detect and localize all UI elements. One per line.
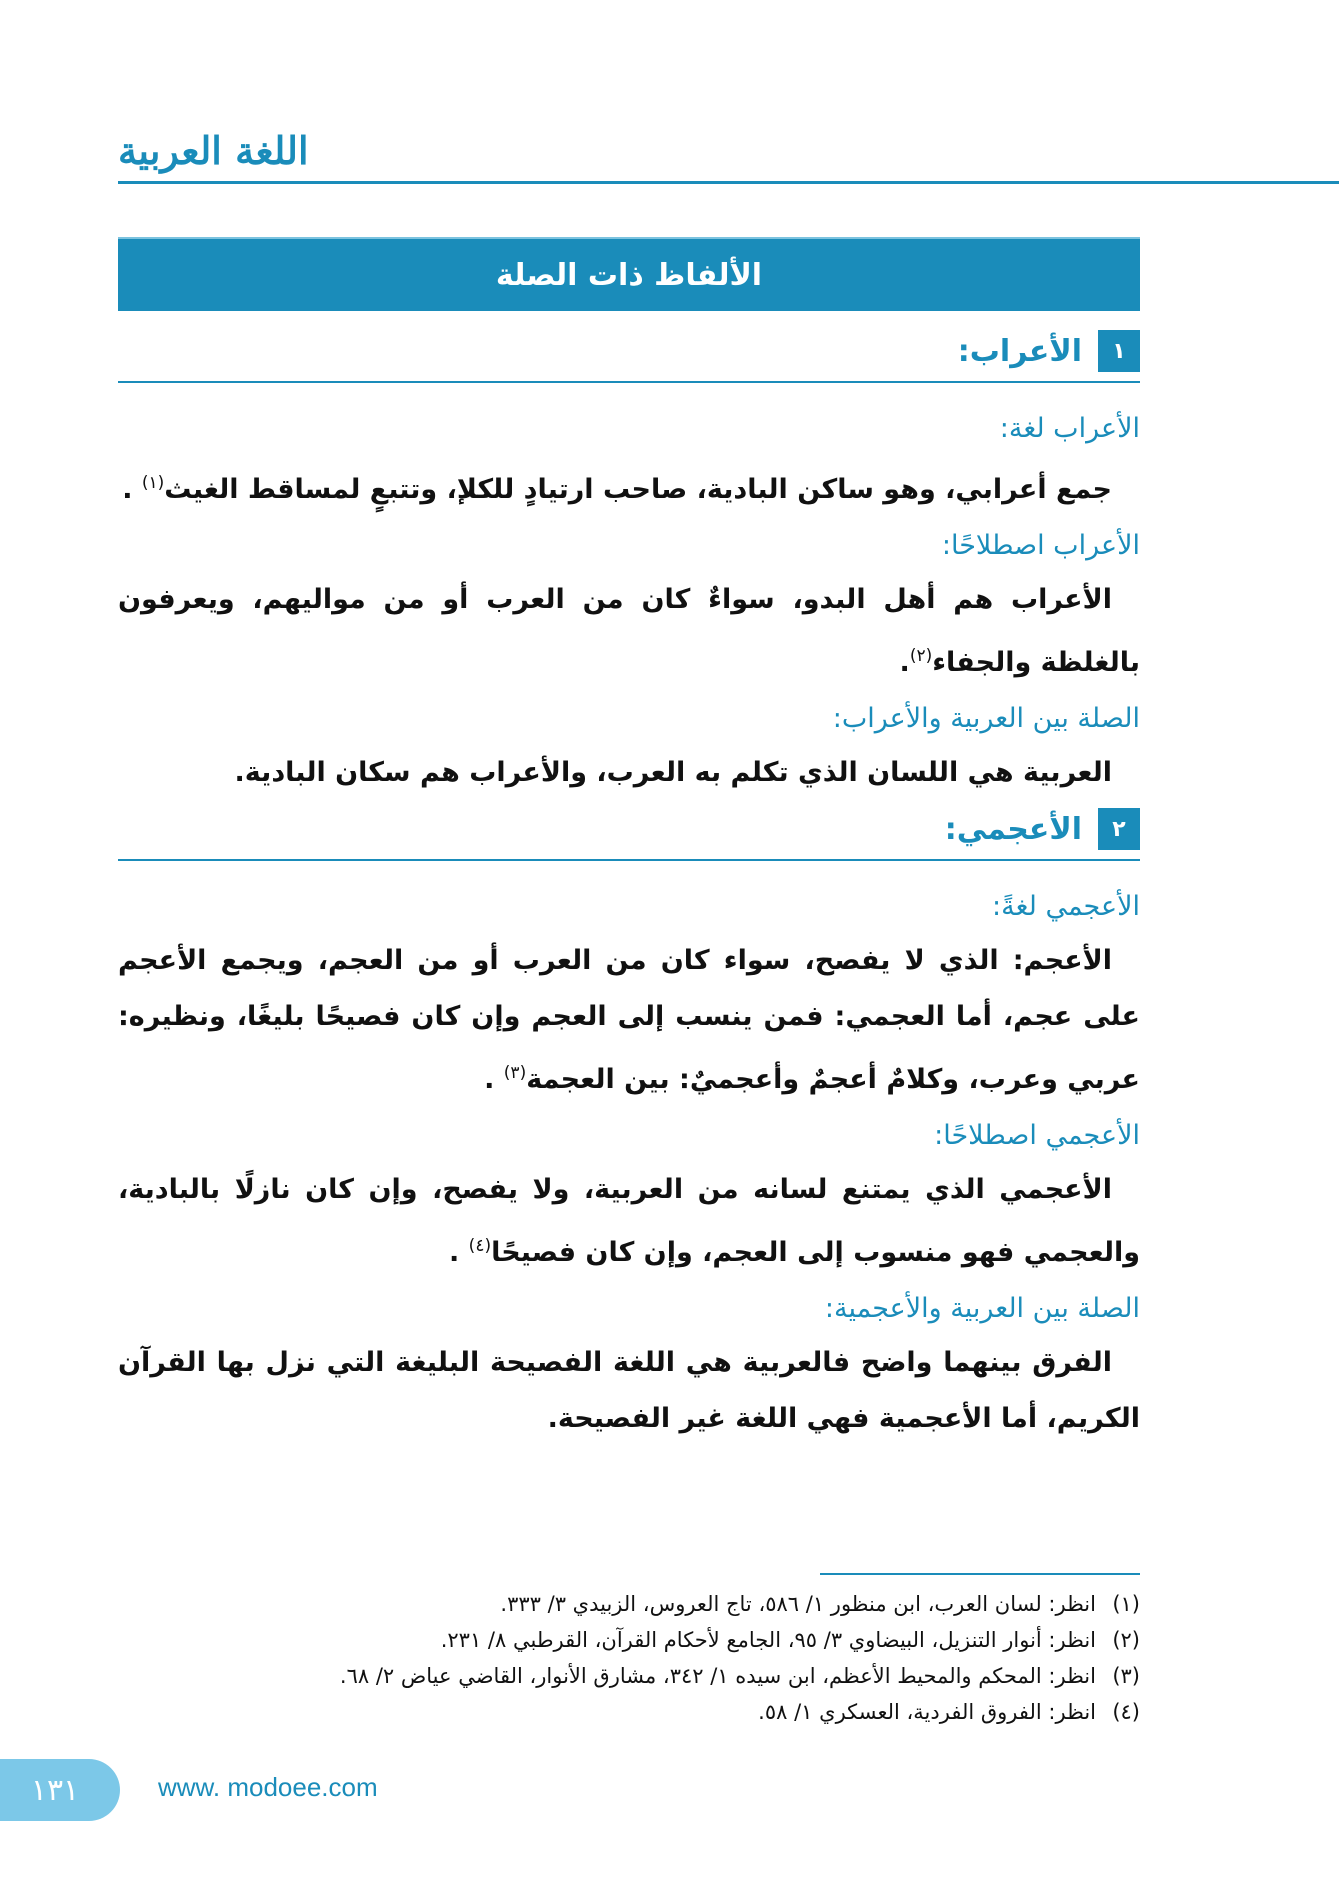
footnote-number: (٤) [1112, 1700, 1140, 1724]
section-divider-1 [118, 381, 1140, 383]
footnote [118, 1658, 1140, 1694]
subheading: الأعراب لغة: [999, 413, 1140, 444]
paragraph-end: . [899, 647, 910, 678]
paragraph-end: . [484, 1064, 495, 1095]
section-heading-2 [118, 807, 1140, 851]
footnote [118, 1622, 1140, 1658]
footnote-text: انظر: المحكم والمحيط الأعظم، ابن سيده ١/ ٣٤٢، مشارق الأنوار، القاضي عياض ٢/ ٦٨. [339, 1664, 1096, 1688]
footnote-text: انظر: الفروق الفردية، العسكري ١/ ٥٨. [758, 1700, 1096, 1724]
section-title-1: الأعراب: [957, 333, 1082, 369]
footnote-ref[interactable]: (١) [141, 473, 165, 493]
header-title: اللغة العربية [118, 128, 309, 173]
section-heading-1 [118, 329, 1140, 373]
paragraph [118, 455, 1140, 518]
subheading: الأعجمي اصطلاحًا: [934, 1120, 1140, 1151]
subheading: الأعراب اصطلاحًا: [941, 530, 1140, 561]
paragraph-text: العربية هي اللسان الذي تكلم به العرب، والأعراب هم سكان البادية. [234, 757, 1112, 788]
paragraph-text: الفرق بينهما واضح فالعربية هي اللغة الفصيحة البليغة التي نزل بها القرآن الكريم، أما الأعجمية فهي اللغة غير الفصيحة. [118, 1347, 1140, 1434]
paragraph [118, 1335, 1140, 1447]
page-number: ١٣١ [0, 1759, 120, 1821]
paragraph [118, 933, 1140, 1108]
section-number-2: ٢ [1098, 808, 1140, 850]
section-banner: الألفاظ ذات الصلة [118, 237, 1140, 311]
paragraph-text: الأعجم: الذي لا يفصح، سواء كان من العرب أو من العجم، ويجمع الأعجم على عجم، أما العجمي: فمن ينسب إلى العجم وإن كان فصيحًا بليغًا، ونظيره: عربي وعرب، وكلامٌ أعجمٌ وأعجميٌ: بين العجمة [118, 945, 1140, 1095]
paragraph-text: الأعراب هم أهل البدو، سواءٌ كان من العرب أو من مواليهم، ويعرفون بالغلظة والجفاء [118, 584, 1140, 678]
paragraph [118, 572, 1140, 691]
footnote-ref[interactable]: (٤) [468, 1236, 492, 1256]
footnote-ref[interactable]: (٣) [503, 1063, 527, 1083]
site-url-link[interactable]: www. modoee.com [158, 1772, 378, 1802]
footnote [118, 1694, 1140, 1730]
footnote-number: (٢) [1112, 1628, 1140, 1652]
footnote-divider [820, 1573, 1140, 1575]
paragraph-text: جمع أعرابي، وهو ساكن البادية، صاحب ارتيادٍ للكلإ، وتتبعٍ لمساقط الغيث [164, 474, 1112, 505]
footnote-text: انظر: لسان العرب، ابن منظور ١/ ٥٨٦، تاج العروس، الزبيدي ٣/ ٣٣٣. [500, 1592, 1096, 1616]
main-content [118, 237, 1140, 1453]
footnotes [118, 1586, 1140, 1730]
footnote-ref[interactable]: (٢) [909, 646, 933, 666]
footnote-number: (١) [1112, 1592, 1140, 1616]
subheading: الصلة بين العربية والأعراب: [832, 703, 1140, 734]
subheading: الصلة بين العربية والأعجمية: [824, 1293, 1140, 1324]
section-number-1: ١ [1098, 330, 1140, 372]
paragraph-end: . [122, 474, 133, 505]
paragraph [118, 745, 1140, 801]
paragraph-text: الأعجمي الذي يمتنع لسانه من العربية، ولا يفصح، وإن كان نازلًا بالبادية، والعجمي فهو منسوب إلى العجم، وإن كان فصيحًا [118, 1174, 1140, 1268]
paragraph-end: . [449, 1237, 460, 1268]
footnote-number: (٣) [1112, 1664, 1140, 1688]
paragraph [118, 1162, 1140, 1281]
footnote-text: انظر: أنوار التنزيل، البيضاوي ٣/ ٩٥، الجامع لأحكام القرآن، القرطبي ٨/ ٢٣١. [440, 1628, 1096, 1652]
subheading: الأعجمي لغةً: [992, 891, 1140, 922]
header-divider [118, 181, 1339, 184]
section-title-2: الأعجمي: [944, 811, 1082, 847]
section-divider-2 [118, 859, 1140, 861]
footnote [118, 1586, 1140, 1622]
